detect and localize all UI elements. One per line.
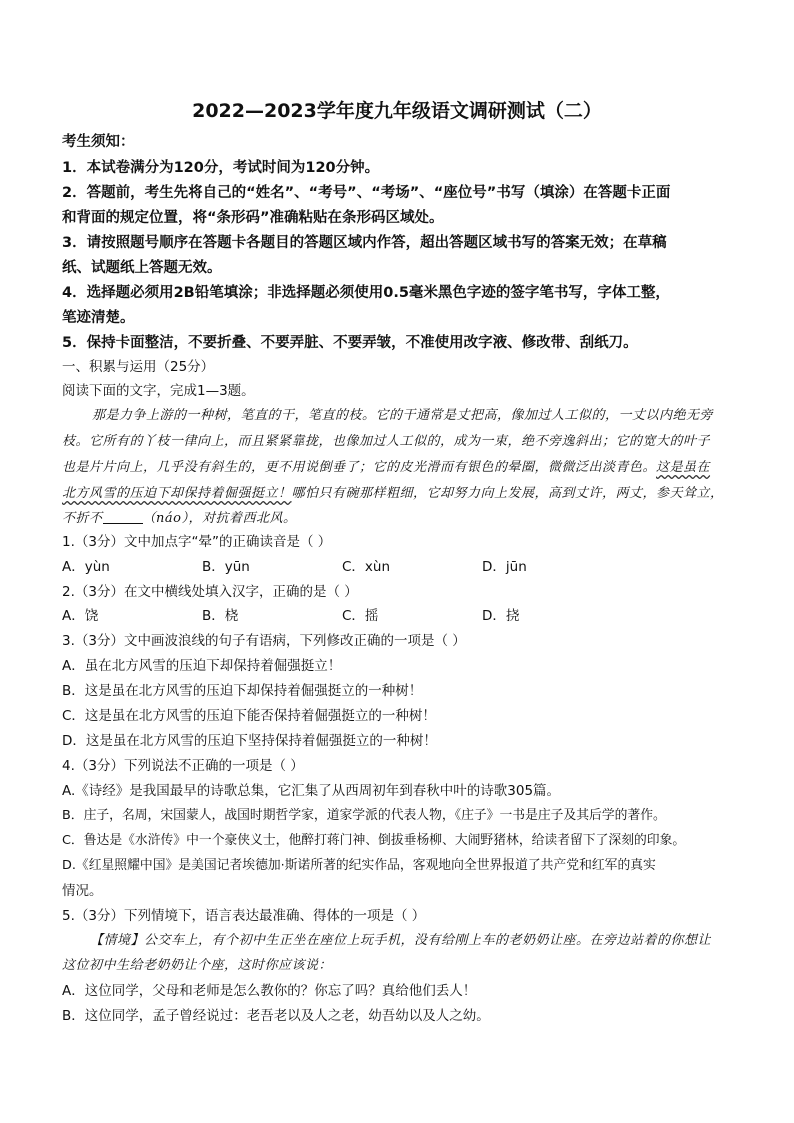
- passage-text: （náo），对抗着西北风。: [142, 511, 297, 526]
- option-a: A.《诗经》是我国最早的诗歌总集，它汇集了从西周初年到春秋中叶的诗歌305篇。: [62, 783, 561, 799]
- question-stem: 3.（3分）文中画波浪线的句子有语病，下列修改正确的一项是（ ）: [62, 633, 466, 649]
- option-b: B．yūn: [202, 559, 250, 575]
- notice-item: 纸、试题纸上答题无效。: [62, 260, 222, 276]
- fill-blank: [103, 509, 143, 524]
- question-stem: 5.（3分）下列情境下，语言表达最准确、得体的一项是（ ）: [62, 908, 426, 924]
- passage-text: 哪怕只有碗那样粗细，它却努力向上发展，高到丈许，两丈，参天耸立，: [291, 486, 724, 501]
- option-b: B．庄子，名周，宋国蒙人，战国时期哲学家，道家学派的代表人物，《庄子》一书是庄子及其后学的著作。: [62, 808, 666, 823]
- option-c: C．鲁达是《水浒传》中一个豪侠义士，他醉打蒋门神、倒拔垂杨柳、大闹野猪林，给读者留下了深刻的印象。: [62, 833, 686, 848]
- notice-item: 5．保持卡面整洁，不要折叠、不要弄脏、不要弄皱，不准使用改字液、修改带、刮纸刀。: [62, 335, 638, 351]
- notice-item: 1．本试卷满分为120分，考试时间为120分钟。: [62, 160, 380, 176]
- notice-item: 笔迹清楚。: [62, 310, 135, 326]
- option-b: B．这位同学，孟子曾经说过：老吾老以及人之老，幼吾幼以及人之幼。: [62, 1008, 490, 1024]
- section-heading: 一、积累与运用（25分）: [62, 359, 215, 375]
- passage-text: 不折不: [62, 511, 103, 526]
- option-a: A．饶: [62, 608, 99, 624]
- question-stem: 4.（3分）下列说法不正确的一项是（ ）: [62, 758, 304, 774]
- option-d-continued: 情况。: [62, 883, 103, 899]
- passage-text: 也是片片向上，几乎没有斜生的，更不用说倒垂了；它的皮光滑而有银色的晕圈，微微泛出淡青色。: [62, 460, 657, 475]
- option-b: B．桡: [202, 608, 239, 624]
- option-d: D．挠: [482, 608, 520, 624]
- passage-line: 枝。它所有的丫枝一律向上，而且紧紧靠拢，也像加过人工似的，成为一束，绝不旁逸斜出；它的宽大的叶子: [62, 434, 711, 449]
- passage-line: [62, 484, 724, 504]
- page-title: 2022—2023学年度九年级语文调研测试（二）: [192, 100, 602, 122]
- wavy-sentence: 这是虽在: [656, 460, 711, 475]
- option-d: D．这是虽在北方风雪的压迫下坚持保持着倔强挺立的一种树！: [62, 733, 437, 749]
- option-a: A．yùn: [62, 559, 110, 575]
- notice-item: 和背面的规定位置，将“条形码”准确粘贴在条形码区域处。: [62, 210, 444, 226]
- passage-line: [62, 509, 296, 529]
- option-c: C．xùn: [342, 559, 391, 575]
- option-b: B．这是虽在北方风雪的压迫下却保持着倔强挺立的一种树！: [62, 683, 423, 699]
- option-d: D．jūn: [482, 559, 527, 575]
- option-a: A．虽在北方风雪的压迫下却保持着倔强挺立！: [62, 658, 342, 674]
- reading-intro: 阅读下面的文字，完成1—3题。: [62, 383, 255, 399]
- notice-item: 4．选择题必须用2B铅笔填涂；非选择题必须使用0.5毫米黑色字迹的签字笔书写，字体工整，: [62, 285, 670, 301]
- notice-heading: 考生须知：: [62, 134, 135, 150]
- option-c: C．这是虽在北方风雪的压迫下能否保持着倔强挺立的一种树！: [62, 708, 436, 724]
- option-a: A．这位同学，父母和老师是怎么教你的？你忘了吗？真给他们丢人！: [62, 983, 477, 999]
- question-stem: 2.（3分）在文中横线处填入汉字，正确的是（ ）: [62, 584, 358, 600]
- option-c: C．摇: [342, 608, 379, 624]
- context-text: 【情境】公交车上，有个初中生正坐在座位上玩手机，没有给刚上车的老奶奶让座。在旁边站着的你想让: [90, 933, 712, 948]
- question-stem: 1.（3分）文中加点字“晕”的正确读音是（ ）: [62, 534, 332, 550]
- notice-item: 2．答题前，考生先将自己的“姓名”、“考号”、“考场”、“座位号”书写（填涂）在答题卡正面: [62, 185, 671, 201]
- option-d: D.《红星照耀中国》是美国记者埃德加·斯诺所著的纪实作品，客观地向全世界报道了共产党和红军的真实: [62, 858, 656, 873]
- notice-item: 3．请按照题号顺序在答题卡各题目的答题区域内作答，超出答题区域书写的答案无效；在草稿: [62, 235, 667, 251]
- context-text: 这位初中生给老奶奶让个座，这时你应该说：: [62, 958, 333, 973]
- passage-line: [62, 458, 710, 478]
- passage-line: 那是力争上游的一种树，笔直的干，笔直的枝。它的干通常是丈把高，像加过人工似的，一丈以内绝无旁: [92, 408, 714, 423]
- wavy-sentence: 北方风雪的压迫下却保持着倔强挺立！: [62, 486, 292, 501]
